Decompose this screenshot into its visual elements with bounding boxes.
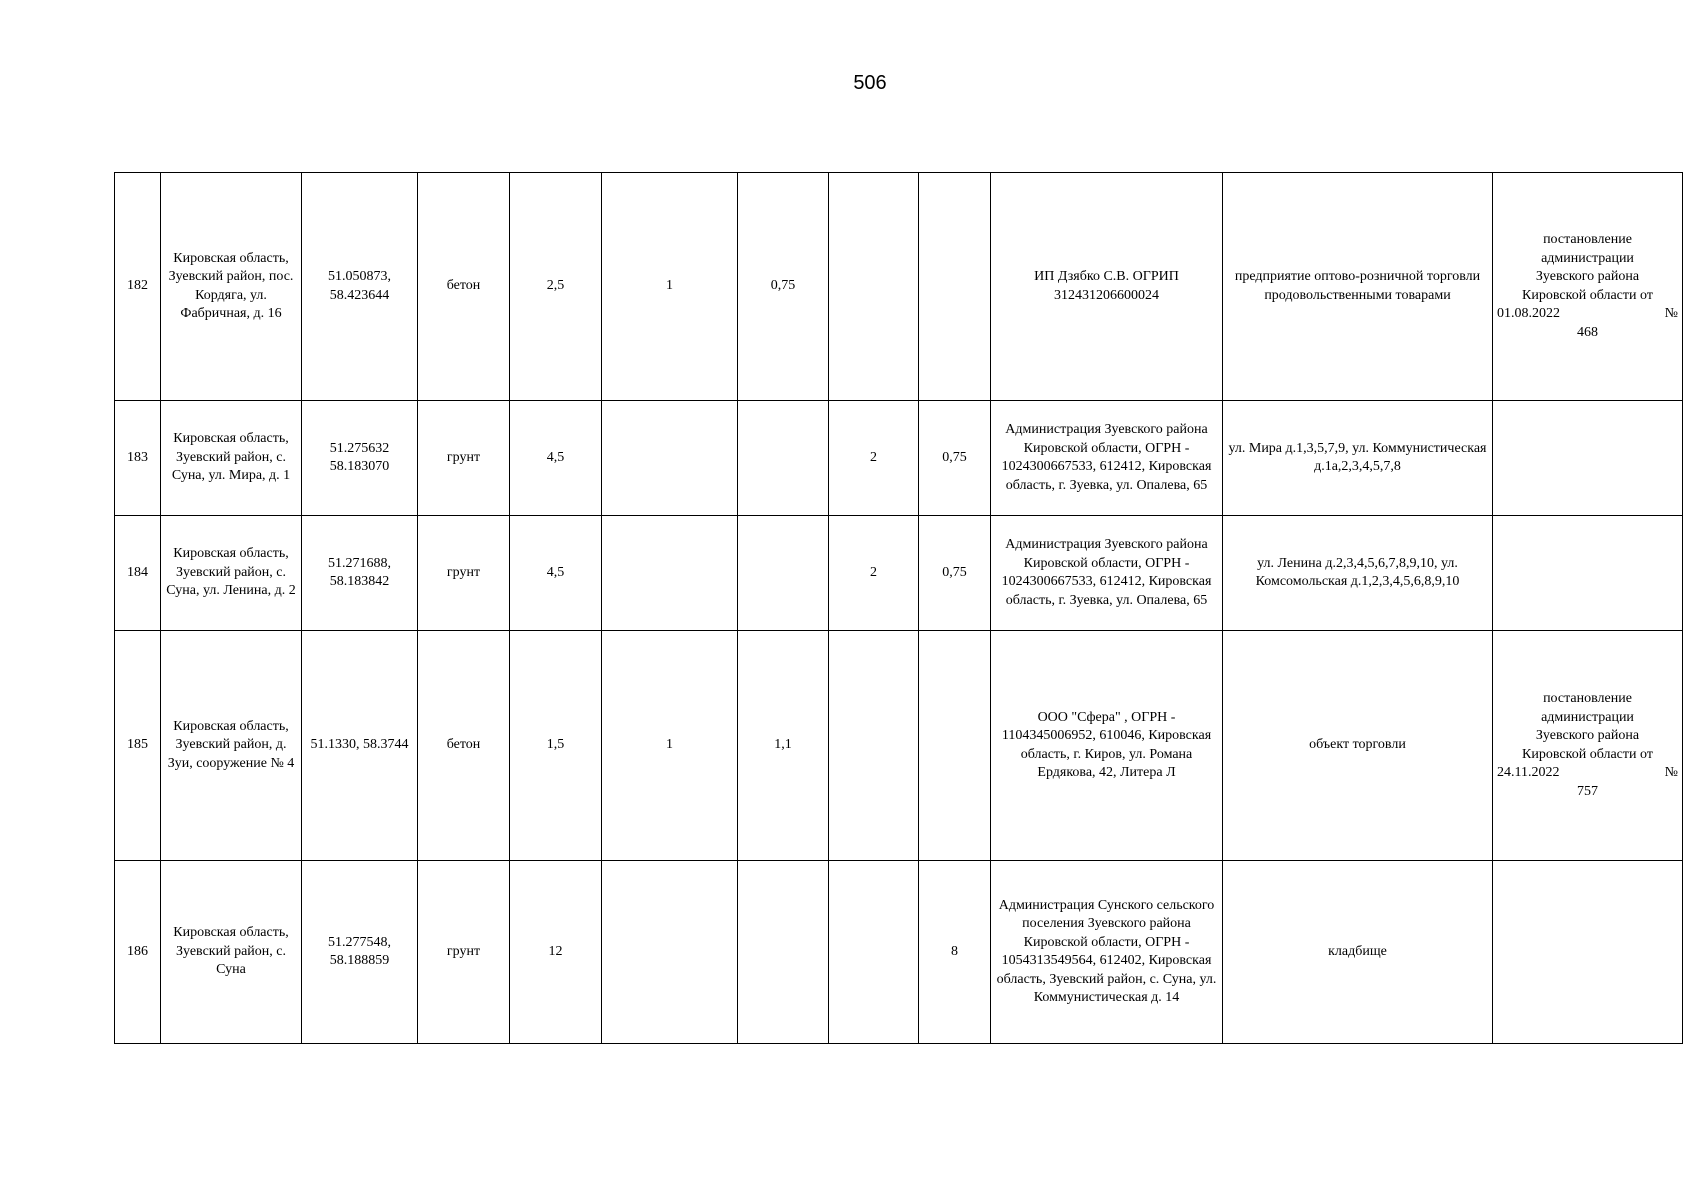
waste-sources: ул. Ленина д.2,3,4,5,6,7,8,9,10, ул. Комсомольская д.1,2,3,4,5,6,8,9,10: [1223, 516, 1493, 631]
table-row: [115, 861, 1683, 1044]
table-row: [115, 401, 1683, 516]
decree-number-sign: №: [1664, 306, 1678, 321]
row-number: 186: [115, 861, 161, 1044]
row-number: 185: [115, 631, 161, 861]
decree-line: Зуевского района: [1535, 269, 1640, 284]
site-owner: Администрация Зуевского района Кировской области, ОГРН - 1024300667533, 612412, Кировская область, г. Зуевка, ул. Опалева, 65: [991, 516, 1223, 631]
decree-line: постановление: [1543, 691, 1632, 706]
decree-line: постановление: [1543, 232, 1632, 247]
site-coordinates: 51.1330, 58.3744: [302, 631, 418, 861]
table-row: [115, 516, 1683, 631]
site-address: Кировская область, Зуевский район, пос. Кордяга, ул. Фабричная, д. 16: [161, 173, 302, 401]
waste-sources: ул. Мира д.1,3,5,7,9, ул. Коммунистическая д.1а,2,3,4,5,7,8: [1223, 401, 1493, 516]
decree-line: администрации: [1541, 250, 1634, 266]
planned-container-count: [829, 173, 919, 401]
row-number: 184: [115, 516, 161, 631]
decree-line: Кировской области от: [1522, 746, 1653, 762]
site-area: 4,5: [510, 516, 602, 631]
container-count: [602, 401, 738, 516]
planned-container-volume: 0,75: [919, 516, 991, 631]
site-area: 12: [510, 861, 602, 1044]
container-volume: 0,75: [738, 173, 829, 401]
site-area: 4,5: [510, 401, 602, 516]
container-volume: [738, 516, 829, 631]
decree-reference: [1493, 516, 1683, 631]
site-address: Кировская область, Зуевский район, с. Суна, ул. Мира, д. 1: [161, 401, 302, 516]
site-address: Кировская область, Зуевский район, с. Суна, ул. Ленина, д. 2: [161, 516, 302, 631]
container-count: [602, 861, 738, 1044]
container-volume: [738, 401, 829, 516]
decree-date-line: [1497, 764, 1678, 783]
decree-date: 01.08.2022: [1497, 306, 1560, 321]
waste-sources: кладбище: [1223, 861, 1493, 1044]
decree-date-line: [1497, 305, 1678, 324]
site-coordinates: 51.050873, 58.423644: [302, 173, 418, 401]
site-address: Кировская область, Зуевский район, д. Зуи, сооружение № 4: [161, 631, 302, 861]
container-count: 1: [602, 173, 738, 401]
site-area: 2,5: [510, 173, 602, 401]
site-area: 1,5: [510, 631, 602, 861]
planned-container-volume: 0,75: [919, 401, 991, 516]
page-number: 506: [853, 72, 887, 94]
planned-container-count: [829, 861, 919, 1044]
decree-reference: [1493, 631, 1683, 861]
site-owner: Администрация Сунского сельского поселения Зуевского района Кировской области, ОГРН - 1054313549564, 612402, Кировская область, Зуевский район, с. Суна, ул. Коммунистическая д. 14: [991, 861, 1223, 1044]
container-count: [602, 516, 738, 631]
table-row: [115, 173, 1683, 401]
row-number: 183: [115, 401, 161, 516]
decree-number: 468: [1577, 324, 1598, 340]
site-address: Кировская область, Зуевский район, с. Суна: [161, 861, 302, 1044]
container-count: 1: [602, 631, 738, 861]
site-coordinates: 51.271688, 58.183842: [302, 516, 418, 631]
decree-number-sign: №: [1664, 765, 1678, 780]
decree-number: 757: [1577, 783, 1598, 799]
site-coordinates: 51.277548, 58.188859: [302, 861, 418, 1044]
waste-sites-registry-table: [114, 172, 1683, 1044]
decree-reference: [1493, 401, 1683, 516]
decree-line: Зуевского района: [1535, 728, 1640, 743]
decree-reference: [1493, 861, 1683, 1044]
surface-type: грунт: [418, 861, 510, 1044]
surface-type: бетон: [418, 631, 510, 861]
decree-reference: [1493, 173, 1683, 401]
waste-sources: объект торговли: [1223, 631, 1493, 861]
surface-type: грунт: [418, 516, 510, 631]
container-volume: [738, 861, 829, 1044]
decree-line: Кировской области от: [1522, 287, 1653, 303]
planned-container-volume: [919, 173, 991, 401]
surface-type: бетон: [418, 173, 510, 401]
site-coordinates: 51.275632 58.183070: [302, 401, 418, 516]
site-owner: ООО "Сфера" , ОГРН - 1104345006952, 610046, Кировская область, г. Киров, ул. Романа Ердякова, 42, Литера Л: [991, 631, 1223, 861]
container-volume: 1,1: [738, 631, 829, 861]
planned-container-volume: [919, 631, 991, 861]
waste-sources: предприятие оптово-розничной торговли продовольственными товарами: [1223, 173, 1493, 401]
planned-container-count: 2: [829, 516, 919, 631]
surface-type: грунт: [418, 401, 510, 516]
table-row: [115, 631, 1683, 861]
decree-line: администрации: [1541, 709, 1634, 725]
row-number: 182: [115, 173, 161, 401]
site-owner: Администрация Зуевского района Кировской области, ОГРН - 1024300667533, 612412, Кировская область, г. Зуевка, ул. Опалева, 65: [991, 401, 1223, 516]
planned-container-count: [829, 631, 919, 861]
site-owner: ИП Дзябко С.В. ОГРИП 312431206600024: [991, 173, 1223, 401]
decree-date: 24.11.2022: [1497, 765, 1560, 780]
planned-container-volume: 8: [919, 861, 991, 1044]
planned-container-count: 2: [829, 401, 919, 516]
